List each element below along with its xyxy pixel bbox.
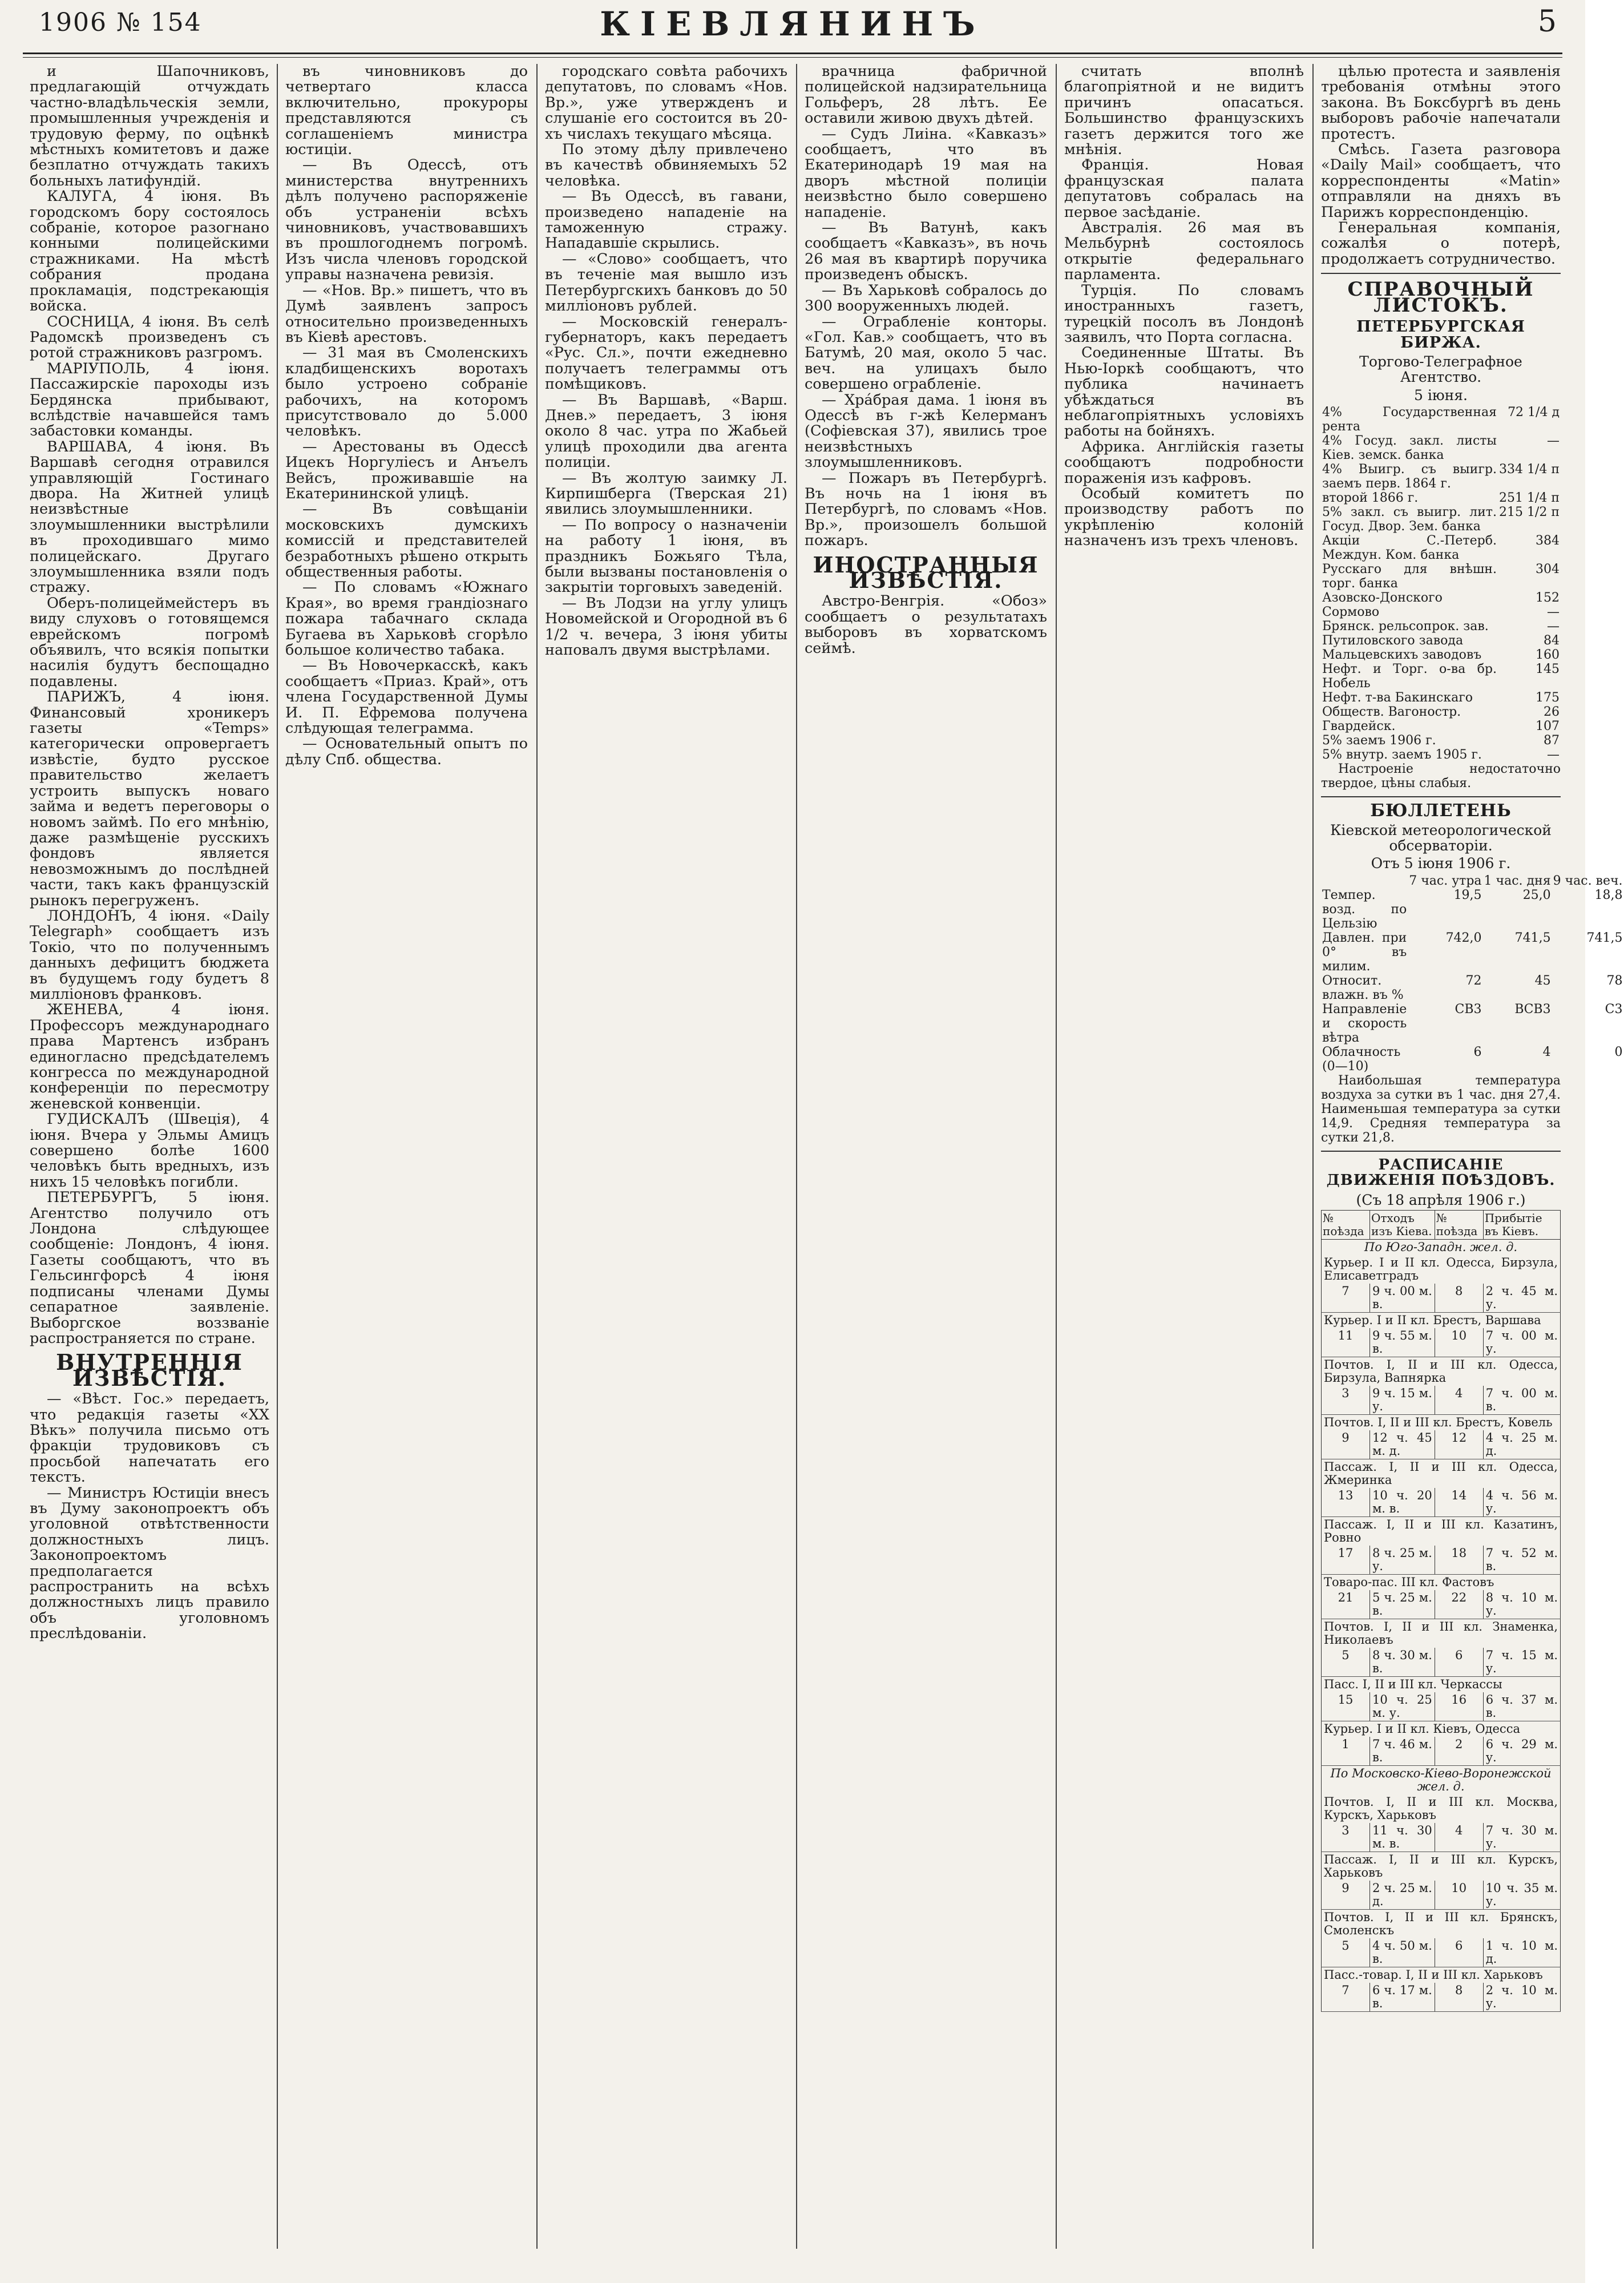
- article-paragraph: въ чиновниковъ до четвертаго класса включительно, прокуроры представляются съ соглашеніемъ министра юстиціи.: [285, 63, 528, 159]
- train-route: Курьер. I и II кл. Одесса, Бирзула, Елисаветградъ: [1322, 1255, 1561, 1284]
- weather-value: 19,5: [1453, 888, 1482, 902]
- article-paragraph: СОСНИЦА, 4 іюня. Въ селѣ Радомскѣ произведенъ съ ротой стражниковъ разгромъ.: [30, 313, 269, 362]
- security-price: —: [1547, 434, 1560, 449]
- train-schedule-table: [1321, 1210, 1561, 2012]
- security-name: Брянск. рельсопрок. зав.: [1322, 619, 1489, 634]
- departure-time: 10 ч. 20 м. в.: [1370, 1488, 1435, 1517]
- train-number: 7: [1322, 1983, 1370, 2012]
- article-paragraph: — Московскій генералъ-губернаторъ, какъ передаетъ «Рус. Сл.», почти ежедневно получаетъ телеграммы отъ помѣщиковъ.: [545, 313, 787, 393]
- schedule-time-row: [1322, 1737, 1561, 1766]
- article-paragraph: — По вопросу о назначеніи на работу 1 іюня, въ праздникъ Божьяго Тѣла, были вызваны постановленія о закрытіи торговыхъ заведеній.: [545, 516, 787, 596]
- exchange-row: [1321, 748, 1561, 762]
- exchange-row: [1321, 719, 1561, 733]
- agency-name: Торгово-Телеграфное Агентство.: [1359, 353, 1522, 386]
- article-paragraph: Соединенные Штаты. Въ Нью-Іоркѣ сообщаютъ, что публика начинаетъ убѣждаться въ неблагопріятныхъ условіяхъ работы на бойняхъ.: [1064, 344, 1304, 440]
- schedule-route-row: [1322, 1852, 1561, 1881]
- arrival-time: 7 ч. 15 м. у.: [1483, 1648, 1560, 1677]
- train-number: 12: [1435, 1430, 1483, 1459]
- train-number: 3: [1322, 1386, 1370, 1415]
- train-route: Почтов. I, II и III кл. Знаменка, Николаевъ: [1322, 1619, 1561, 1648]
- section-rule: [1321, 1151, 1561, 1152]
- schedule-date: (Съ 18 апрѣля 1906 г.): [1356, 1191, 1526, 1208]
- weather-value: 18,8: [1594, 888, 1623, 902]
- exchange-row: [1321, 505, 1561, 534]
- schedule-time-row: [1322, 1386, 1561, 1415]
- schedule-route-row: [1322, 1794, 1561, 1823]
- train-route: Пассаж. I, II и III кл. Казатинъ, Ровно: [1322, 1516, 1561, 1546]
- arrival-time: 10 ч. 35 м. у.: [1483, 1881, 1560, 1910]
- article-paragraph: — 31 мая въ Смоленскихъ кладбищенскихъ воротахъ было устроено собраніе рабочихъ, на которомъ присутствовало до 5.000 человѣкъ.: [285, 344, 528, 440]
- article-paragraph: Оберъ-полицеймейстеръ въ виду слуховъ о готовящемся еврейскомъ погромѣ объявилъ, что всякія попытки насилія будутъ беспощадно подавлены.: [30, 594, 269, 690]
- schedule-time-row: [1322, 1648, 1561, 1677]
- exchange-note: Настроеніе недостаточно твердое, цѣны слабыя.: [1321, 762, 1561, 791]
- schedule-time-row: [1322, 1983, 1561, 2012]
- security-price: 175: [1536, 691, 1560, 705]
- departure-time: 11 ч. 30 м. в.: [1370, 1823, 1435, 1852]
- train-number: 8: [1435, 1983, 1483, 2012]
- weather-value: С3: [1605, 1002, 1623, 1017]
- schedule-time-row: [1322, 1823, 1561, 1852]
- schedule-route-row: [1322, 1909, 1561, 1938]
- article-paragraph: — Основательный опытъ по дѣлу Спб. общества.: [285, 735, 528, 768]
- exchange-row: [1321, 705, 1561, 719]
- arrival-time: 4 ч. 56 м. у.: [1483, 1488, 1560, 1517]
- security-price: 304: [1536, 562, 1560, 577]
- weather-row: [1321, 1002, 1624, 1045]
- reference-title: СПРАВОЧНЫЙ ЛИСТОКЪ.: [1347, 278, 1534, 317]
- article-paragraph: — Въ Варшавѣ, «Варш. Днев.» передаетъ, 3 іюня около 8 час. утра по Жабьей улицѣ проходили два агента полиціи.: [545, 391, 787, 471]
- train-number: 5: [1322, 1648, 1370, 1677]
- schedule-header-cell: Отходъ изъ Кіева.: [1370, 1210, 1435, 1239]
- masthead: [23, 0, 1562, 54]
- weather-row: [1321, 888, 1624, 931]
- train-number: 8: [1435, 1284, 1483, 1313]
- train-route: Пасс. I, II и III кл. Черкассы: [1322, 1676, 1561, 1692]
- article-paragraph: МАРІУПОЛЬ, 4 іюня. Пассажирскіе пароходы изъ Бердянска прибывают, вслѣдствіе начавшейся тамъ забастовки команды.: [30, 360, 269, 440]
- security-price: 145: [1536, 662, 1560, 677]
- masthead-rule: [23, 53, 1562, 58]
- article-paragraph: Смѣсь. Газета разговора «Daily Mail» сообщаетъ, что корреспонденты «Matin» отправляли на дняхъ въ Парижъ корреспонденцію.: [1321, 141, 1561, 221]
- schedule-time-row: [1322, 1284, 1561, 1313]
- train-route: Почтов. I, II и III кл. Брянскъ, Смоленскъ: [1322, 1909, 1561, 1938]
- weather-value: 6: [1473, 1044, 1482, 1059]
- train-number: 14: [1435, 1488, 1483, 1517]
- section-title: ИНОСТРАННЫЯ ИЗВѢСТІЯ.: [813, 551, 1039, 593]
- security-price: 152: [1536, 591, 1560, 606]
- security-name: 5% заемъ 1906 г.: [1322, 733, 1436, 748]
- security-price: 26: [1544, 705, 1560, 720]
- exchange-row: [1321, 662, 1561, 691]
- article-paragraph: врачница фабричной полицейской надзирательница Гольферъ, 28 лѣтъ. Ее оставили живою двухъ дѣтей.: [805, 63, 1047, 127]
- exchange-row: [1321, 434, 1561, 462]
- train-route: Курьер. I и II кл. Брестъ, Варшава: [1322, 1312, 1561, 1328]
- article-paragraph: — Въ совѣщаніи московскихъ думскихъ комиссій и представителей безработныхъ рѣшено открыть общественныя работы.: [285, 501, 528, 580]
- page-number: 5: [1537, 5, 1557, 39]
- departure-time: 7 ч. 46 м. в.: [1370, 1737, 1435, 1766]
- train-number: 22: [1435, 1590, 1483, 1619]
- newspaper-title: КІЕВЛЯНИНЪ: [600, 5, 985, 43]
- section-title: ВНУТРЕННІЯ ИЗВѢСТІЯ.: [56, 1349, 243, 1391]
- security-price: —: [1547, 605, 1560, 620]
- article-paragraph: ГУДИСКАЛЪ (Швеція), 4 іюня. Вчера у Эльмы Амицъ совершено болѣе 1600 человѣкъ быть вредныхъ, изъ нихъ 15 человѣкъ погибли.: [30, 1111, 269, 1191]
- train-route: Товаро-пас. III кл. Фастовъ: [1322, 1574, 1561, 1590]
- weather-parameter: Давлен. при 0° въ милим.: [1322, 930, 1407, 974]
- weather-value: 4: [1542, 1044, 1551, 1059]
- article-paragraph: ЛОНДОНЪ, 4 іюня. «Daily Telegraph» сообщаетъ изъ Токіо, что по полученнымъ данныхъ дефицитъ бюджета въ будущемъ году будетъ 8 милліоновъ франковъ.: [30, 907, 269, 1003]
- article-paragraph: — Пожаръ въ Петербургѣ. Въ ночь на 1 іюня въ Петербургѣ, по словамъ «Нов. Вр.», произошелъ большой пожаръ.: [805, 469, 1047, 550]
- security-name: второй 1866 г.: [1322, 491, 1419, 506]
- bulletin-subtitle: Кіевской метеорологической обсерваторіи.: [1330, 821, 1552, 854]
- train-number: 2: [1435, 1737, 1483, 1766]
- weather-value: 741,5: [1514, 930, 1551, 945]
- column-5: [1064, 64, 1304, 2249]
- schedule-route-row: [1322, 1459, 1561, 1488]
- weather-header-blank: [1321, 874, 1408, 888]
- article-paragraph: ЖЕНЕВА, 4 іюня. Профессоръ международнаго права Мартенсъ избранъ единогласно предсѣдателемъ конгресса по международной конференціи по пересмотру женевской конвенціи.: [30, 1001, 269, 1112]
- article-paragraph: — Въ Одессѣ, отъ министерства внутреннихъ дѣлъ получено распоряженіе объ устраненіи всѣхъ чиновниковъ, участвовавшихъ въ прошлогоднемъ погромѣ. Изъ числа членовъ городской управы назначена ревизія.: [285, 156, 528, 284]
- schedule-time-row: [1322, 1328, 1561, 1357]
- article-paragraph: ВАРШАВА, 4 іюня. Въ Варшавѣ сегодня отравился управляющій Гостинаго двора. На Житней улицѣ неизвѣстные злоумышленники выстрѣлили въ проходившаго мимо полицейскаго. Другаго злоумышленника взяли подъ стражу.: [30, 438, 269, 596]
- schedule-header-row: [1322, 1210, 1561, 1239]
- arrival-time: 7 ч. 52 м. в.: [1483, 1546, 1560, 1575]
- security-price: 107: [1536, 719, 1560, 734]
- train-route: Почтов. I, II и III кл. Брестъ, Ковель: [1322, 1414, 1561, 1430]
- security-price: 72 1/4 д: [1508, 405, 1560, 420]
- weather-row: [1321, 1045, 1624, 1074]
- weather-value: 741,5: [1586, 930, 1623, 945]
- schedule-section-row: [1322, 1765, 1561, 1794]
- article-paragraph: Африка. Англійскія газеты сообщаютъ подробности пораженія изъ кафровъ.: [1064, 438, 1304, 487]
- train-number: 10: [1435, 1328, 1483, 1357]
- article-paragraph: — Ограбленіе конторы. «Гол. Кав.» сообщаетъ, что въ Батумѣ, 20 мая, около 5 час. веч. на улицахъ было совершено ограбленіе.: [805, 313, 1047, 393]
- article-paragraph: Франція. Новая французская палата депутатовъ собралась на первое засѣданіе.: [1064, 156, 1304, 221]
- article-paragraph: ПЕТЕРБУРГЪ, 5 іюня. Агентство получило отъ Лондона слѣдующее сообщеніе: Лондонъ, 4 іюня. Газеты сообщаютъ, что въ Гельсингфорсѣ 4 іюня подписаны членами Думы сепаратное заявленіе. Выборгское воззваніе распространяется по стране.: [30, 1189, 269, 1347]
- schedule-route-row: [1322, 1414, 1561, 1430]
- arrival-time: 7 ч. 30 м. у.: [1483, 1823, 1560, 1852]
- train-number: 10: [1435, 1881, 1483, 1910]
- train-route: Пассаж. I, II и III кл. Курскъ, Харьковъ: [1322, 1852, 1561, 1881]
- schedule-section-label: По Юго-Западн. жел. д.: [1322, 1239, 1561, 1255]
- train-route: Почтов. I, II и III кл. Москва, Курскъ, Харьковъ: [1322, 1794, 1561, 1823]
- article-paragraph: Генеральная компанія, сожалѣя о потерѣ, продолжаетъ сотрудничество.: [1321, 219, 1561, 268]
- article-paragraph: — Судъ Лиіна. «Кавказъ» сообщаетъ, что въ Екатеринодарѣ 19 мая на дворъ мѣстной полиціи неизвѣстно было совершено нападеніе.: [805, 125, 1047, 221]
- column-4: [805, 64, 1047, 2249]
- section-rule: [1321, 273, 1561, 274]
- schedule-time-row: [1322, 1938, 1561, 1967]
- security-name: Мальцевскихъ заводовъ: [1322, 648, 1482, 663]
- departure-time: 4 ч. 50 м. в.: [1370, 1938, 1435, 1967]
- column-divider: [1056, 64, 1057, 2249]
- schedule-route-row: [1322, 1967, 1561, 1983]
- security-name: Нефт. и Торг. о-ва бр. Нобель: [1322, 662, 1497, 691]
- arrival-time: 1 ч. 10 м. д.: [1483, 1938, 1560, 1967]
- train-number: 6: [1435, 1648, 1483, 1677]
- security-price: 215 1/2 п: [1498, 505, 1560, 520]
- article-paragraph: Австралія. 26 мая въ Мельбурнѣ состоялось открытіе федеральнаго парламента.: [1064, 219, 1304, 284]
- weather-text: Наибольшая температура воздуха за сутки въ 1 час. дня 27,4. Наименьшая температура за сутки 14,9. Средняя температура за сутки 21,8.: [1321, 1073, 1561, 1145]
- schedule-header-cell: Прибытіе въ Кіевъ.: [1483, 1210, 1560, 1239]
- article-paragraph: Турція. По словамъ иностранныхъ газетъ, турецкій посолъ въ Лондонѣ заявилъ, что Порта согласна.: [1064, 281, 1304, 346]
- arrival-time: 2 ч. 45 м. у.: [1483, 1284, 1560, 1313]
- departure-time: 8 ч. 25 м. у.: [1370, 1546, 1435, 1575]
- departure-time: 2 ч. 25 м. д.: [1370, 1881, 1435, 1910]
- bulletin-date: Отъ 5 іюня 1906 г.: [1371, 855, 1511, 872]
- weather-row: [1321, 931, 1624, 974]
- security-name: 4% Выигр. съ выигр. заемъ перв. 1864 г.: [1322, 462, 1497, 491]
- schedule-time-row: [1322, 1546, 1561, 1575]
- train-route: Пассаж. I, II и III кл. Одесса, Жмеринка: [1322, 1459, 1561, 1488]
- train-number: 16: [1435, 1692, 1483, 1721]
- column-divider: [1312, 64, 1314, 2249]
- article-paragraph: городскаго совѣта рабочихъ депутатовъ, по словамъ «Нов. Вр.», уже утвержденъ и слушаніе его состоится въ 20-хъ числахъ текущаго мѣсяца.: [545, 63, 787, 143]
- train-route: Пасс.-товар. I, II и III кл. Харьковъ: [1322, 1967, 1561, 1983]
- article-paragraph: — «Слово» сообщаетъ, что въ теченіе мая вышло изъ Петербургскихъ банковъ до 50 милліоновъ рублей.: [545, 250, 787, 315]
- weather-value: 25,0: [1522, 888, 1551, 902]
- security-name: Азовско-Донского: [1322, 591, 1443, 606]
- exchange-row: [1321, 405, 1561, 434]
- schedule-route-row: [1322, 1574, 1561, 1590]
- train-number: 5: [1322, 1938, 1370, 1967]
- security-price: 160: [1536, 648, 1560, 663]
- article-paragraph: Австро-Венгрія. «Обоз» сообщаетъ о результатахъ выборовъ въ хорватскомъ сеймѣ.: [805, 592, 1047, 657]
- weather-value: 45: [1534, 973, 1551, 988]
- schedule-header-cell: № поѣзда: [1435, 1210, 1483, 1239]
- security-name: Акціи С.-Петерб. Междун. Ком. банка: [1322, 534, 1497, 563]
- arrival-time: 7 ч. 00 м. в.: [1483, 1386, 1560, 1415]
- weather-value: 72: [1465, 973, 1482, 988]
- column-divider: [277, 64, 278, 2249]
- security-name: Гвардейск.: [1322, 719, 1396, 734]
- train-route: Курьер. I и II кл. Кіевъ, Одесса: [1322, 1721, 1561, 1737]
- security-price: 384: [1536, 534, 1560, 548]
- article-paragraph: — Въ Одессѣ, въ гавани, произведено нападеніе на таможенную стражу. Нападавшіе скрылись.: [545, 188, 787, 252]
- security-name: Нефт. т-ва Бакинскаго: [1322, 691, 1473, 705]
- article-paragraph: — «Вѣст. Гос.» передаетъ, что редакція газеты «ХХ Вѣкъ» получила письмо отъ фракціи трудовиковъ съ просьбой напечатать его текстъ.: [30, 1390, 269, 1486]
- exchange-row: [1321, 619, 1561, 634]
- exchange-row: [1321, 634, 1561, 648]
- schedule-time-row: [1322, 1590, 1561, 1619]
- exchange-title: ПЕТЕРБУРГСКАЯ БИРЖА.: [1356, 318, 1525, 352]
- issue-number: 1906 № 154: [39, 8, 202, 37]
- security-name: Обществ. Вагоностр.: [1322, 705, 1461, 720]
- departure-time: 9 ч. 00 м. в.: [1370, 1284, 1435, 1313]
- article-paragraph: — Въ Харьковѣ собралось до 300 вооруженныхъ людей.: [805, 281, 1047, 315]
- departure-time: 12 ч. 45 м. д.: [1370, 1430, 1435, 1459]
- weather-header-row: [1321, 874, 1624, 888]
- column-1: [30, 64, 269, 2249]
- security-name: 5% закл. съ выигр. лит. Госуд. Двор. Зем. банка: [1322, 505, 1497, 534]
- article-paragraph: ПАРИЖЪ, 4 іюня. Финансовый хроникеръ газеты «Temps» категорически опровергаетъ извѣстіе, будто русское правительство желаетъ устроить выпускъ новаго займа и ведетъ переговоры о новомъ займѣ. По его мнѣнію, даже размѣщеніе русскихъ фондовъ является невозможнымъ до послѣдней части, такъ какъ французскій рынокъ перегруженъ.: [30, 688, 269, 909]
- train-number: 1: [1322, 1737, 1370, 1766]
- exchange-row: [1321, 691, 1561, 705]
- column-2: [285, 64, 528, 2249]
- schedule-header-cell: № поѣзда: [1322, 1210, 1370, 1239]
- schedule-section-label: По Московско-Кіево-Воронежской жел. д.: [1322, 1765, 1561, 1794]
- column-divider: [536, 64, 538, 2249]
- schedule-route-row: [1322, 1255, 1561, 1284]
- article-paragraph: — Хрáбрая дама. 1 іюня въ Одессѣ въ г-жѣ Келерманъ (Софіевская 37), явились трое неизвѣстныхъ злоумышленниковъ.: [805, 391, 1047, 471]
- security-name: 4% Госуд. закл. листы Кіев. земск. банка: [1322, 434, 1497, 463]
- security-name: 4% Государственная рента: [1322, 405, 1497, 434]
- article-paragraph: — Въ Ватунѣ, какъ сообщаетъ «Кавказъ», въ ночь 26 мая въ квартирѣ поручика произведенъ обыскъ.: [805, 219, 1047, 284]
- train-number: 21: [1322, 1590, 1370, 1619]
- exchange-row: [1321, 462, 1561, 491]
- article-paragraph: — Арестованы въ Одессѣ Ицекъ Норгуліесъ и Анъелъ Вейсъ, проживавшіе на Екатерининской улицѣ.: [285, 438, 528, 502]
- article-paragraph: — Въ Лодзи на углу улицъ Новомейской и Огородной въ 6 1/2 ч. вечера, 3 іюня убиты наповалъ двумя выстрѣлами.: [545, 594, 787, 659]
- article-paragraph: — По словамъ «Южнаго Края», во время грандіознаго пожара табачнаго склада Бугаева въ Харьковѣ сгорѣло большое количество табака.: [285, 579, 528, 659]
- security-price: 251 1/4 п: [1498, 491, 1560, 506]
- article-paragraph: — Министръ Юстиціи внесъ въ Думу законопроектъ объ уголовной отвѣтственности должностныхъ лицъ. Законопроектомъ предполагается распространить на всѣхъ должностныхъ лицъ правило объ уголовномъ преслѣдованіи.: [30, 1484, 269, 1643]
- departure-time: 8 ч. 30 м. в.: [1370, 1648, 1435, 1677]
- train-number: 4: [1435, 1386, 1483, 1415]
- weather-value: 0: [1614, 1044, 1623, 1059]
- arrival-time: 2 ч. 10 м. у.: [1483, 1983, 1560, 2012]
- security-name: Сормово: [1322, 605, 1380, 620]
- exchange-row: [1321, 534, 1561, 562]
- departure-time: 10 ч. 25 м. у.: [1370, 1692, 1435, 1721]
- train-number: 9: [1322, 1430, 1370, 1459]
- schedule-title: РАСПИСАНІЕ ДВИЖЕНІЯ ПОѢЗДОВЪ.: [1326, 1156, 1556, 1189]
- bulletin-title: БЮЛЛЕТЕНЬ: [1370, 801, 1512, 821]
- schedule-time-row: [1322, 1430, 1561, 1459]
- train-number: 18: [1435, 1546, 1483, 1575]
- train-number: 9: [1322, 1881, 1370, 1910]
- security-price: —: [1547, 748, 1560, 763]
- weather-header-cell: 7 час. утра: [1409, 873, 1482, 888]
- weather-header-cell: 1 час. дня: [1484, 873, 1551, 888]
- weather-value: ВСВ3: [1514, 1002, 1551, 1017]
- train-number: 11: [1322, 1328, 1370, 1357]
- arrival-time: 6 ч. 37 м. в.: [1483, 1692, 1560, 1721]
- schedule-time-row: [1322, 1881, 1561, 1910]
- schedule-route-row: [1322, 1619, 1561, 1648]
- train-number: 6: [1435, 1938, 1483, 1967]
- column-divider: [796, 64, 797, 2249]
- security-price: —: [1547, 619, 1560, 634]
- weather-parameter: Темпер. возд. по Цельзію: [1322, 888, 1407, 931]
- weather-parameter: Относит. влажн. въ %: [1322, 973, 1404, 1002]
- train-number: 3: [1322, 1823, 1370, 1852]
- schedule-section-row: [1322, 1239, 1561, 1255]
- arrival-time: 7 ч. 00 м. у.: [1483, 1328, 1560, 1357]
- weather-parameter: Направленіе и скорость вѣтра: [1322, 1002, 1407, 1045]
- weather-value: 742,0: [1445, 930, 1482, 945]
- article-paragraph: — Въ жолтую заимку Л. Кирпишберга (Тверская 21) явились злоумышленники.: [545, 469, 787, 518]
- train-number: 4: [1435, 1823, 1483, 1852]
- security-price: 334 1/4 п: [1498, 462, 1560, 477]
- exchange-table: [1321, 405, 1561, 762]
- arrival-time: 8 ч. 10 м. у.: [1483, 1590, 1560, 1619]
- security-name: 5% внутр. заемъ 1905 г.: [1322, 748, 1482, 763]
- departure-time: 6 ч. 17 м. в.: [1370, 1983, 1435, 2012]
- train-number: 13: [1322, 1488, 1370, 1517]
- article-paragraph: По этому дѣлу привлечено въ качествѣ обвиняемыхъ 52 человѣка.: [545, 141, 787, 189]
- exchange-date: 5 іюня.: [1414, 386, 1468, 404]
- departure-time: 9 ч. 15 м. у.: [1370, 1386, 1435, 1415]
- article-paragraph: Особый комитетъ по производству работъ по укрѣпленію колоній назначенъ изъ трехъ членовъ.: [1064, 485, 1304, 550]
- weather-parameter: Облачность (0—10): [1322, 1044, 1401, 1074]
- exchange-row: [1321, 562, 1561, 591]
- exchange-row: [1321, 591, 1561, 605]
- departure-time: 5 ч. 25 м. в.: [1370, 1590, 1435, 1619]
- weather-value: СВ3: [1455, 1002, 1482, 1017]
- section-rule: [1321, 796, 1561, 797]
- exchange-row: [1321, 648, 1561, 662]
- exchange-row: [1321, 733, 1561, 748]
- security-name: Путиловского завода: [1322, 634, 1464, 648]
- schedule-route-row: [1322, 1312, 1561, 1328]
- article-paragraph: — «Нов. Вр.» пишетъ, что въ Думѣ заявленъ запросъ относительно произведенныхъ въ Кіевѣ арестовъ.: [285, 281, 528, 346]
- arrival-time: 6 ч. 29 м. у.: [1483, 1737, 1560, 1766]
- weather-table: [1321, 874, 1624, 1074]
- security-name: Русскаго для внѣшн. торг. банка: [1322, 562, 1497, 591]
- article-paragraph: цѣлью протеста и заявленія требованія отмѣны этого закона. Въ Боксбургѣ въ день выборовъ рабочіе напечатали протестъ.: [1321, 63, 1561, 143]
- train-number: 17: [1322, 1546, 1370, 1575]
- schedule-route-row: [1322, 1357, 1561, 1386]
- weather-header-cell: 9 час. веч.: [1553, 873, 1623, 888]
- schedule-route-row: [1322, 1721, 1561, 1737]
- schedule-time-row: [1322, 1692, 1561, 1721]
- schedule-route-row: [1322, 1676, 1561, 1692]
- schedule-route-row: [1322, 1516, 1561, 1546]
- security-price: 87: [1544, 733, 1560, 748]
- weather-row: [1321, 974, 1624, 1002]
- train-number: 15: [1322, 1692, 1370, 1721]
- weather-value: 78: [1606, 973, 1623, 988]
- train-number: 7: [1322, 1284, 1370, 1313]
- column-3: [545, 64, 787, 2249]
- departure-time: 9 ч. 55 м. в.: [1370, 1328, 1435, 1357]
- security-price: 84: [1544, 634, 1560, 648]
- exchange-row: [1321, 491, 1561, 505]
- train-route: Почтов. I, II и III кл. Одесса, Бирзула, Вапнярка: [1322, 1357, 1561, 1386]
- article-paragraph: — Въ Новочеркасскѣ, какъ сообщаетъ «Приаз. Край», отъ члена Государственной Думы И. П. Ефремова получена слѣдующая телеграмма.: [285, 657, 528, 737]
- article-paragraph: и Шапочниковъ, предлагающій отчуждать частно-владѣльческія земли, промышленныя учрежденія и трудовую ферму, по оцѣнкѣ мѣстныхъ комитетовъ и даже безплатно отчуждать такихъ больныхъ латифундій.: [30, 63, 269, 189]
- schedule-time-row: [1322, 1488, 1561, 1517]
- article-paragraph: КАЛУГА, 4 іюня. Въ городскомъ бору состоялось собраніе, которое разогнано конными полицейскими стражниками. На мѣстѣ собрания продана прокламація, подстрекающія войска.: [30, 188, 269, 315]
- exchange-row: [1321, 605, 1561, 619]
- column-6: [1321, 63, 1623, 2249]
- arrival-time: 4 ч. 25 м. д.: [1483, 1430, 1560, 1459]
- article-paragraph: считать вполнѣ благопріятной и не видитъ причинъ опасаться. Большинство французскихъ газетъ держится того же мнѣнія.: [1064, 63, 1304, 159]
